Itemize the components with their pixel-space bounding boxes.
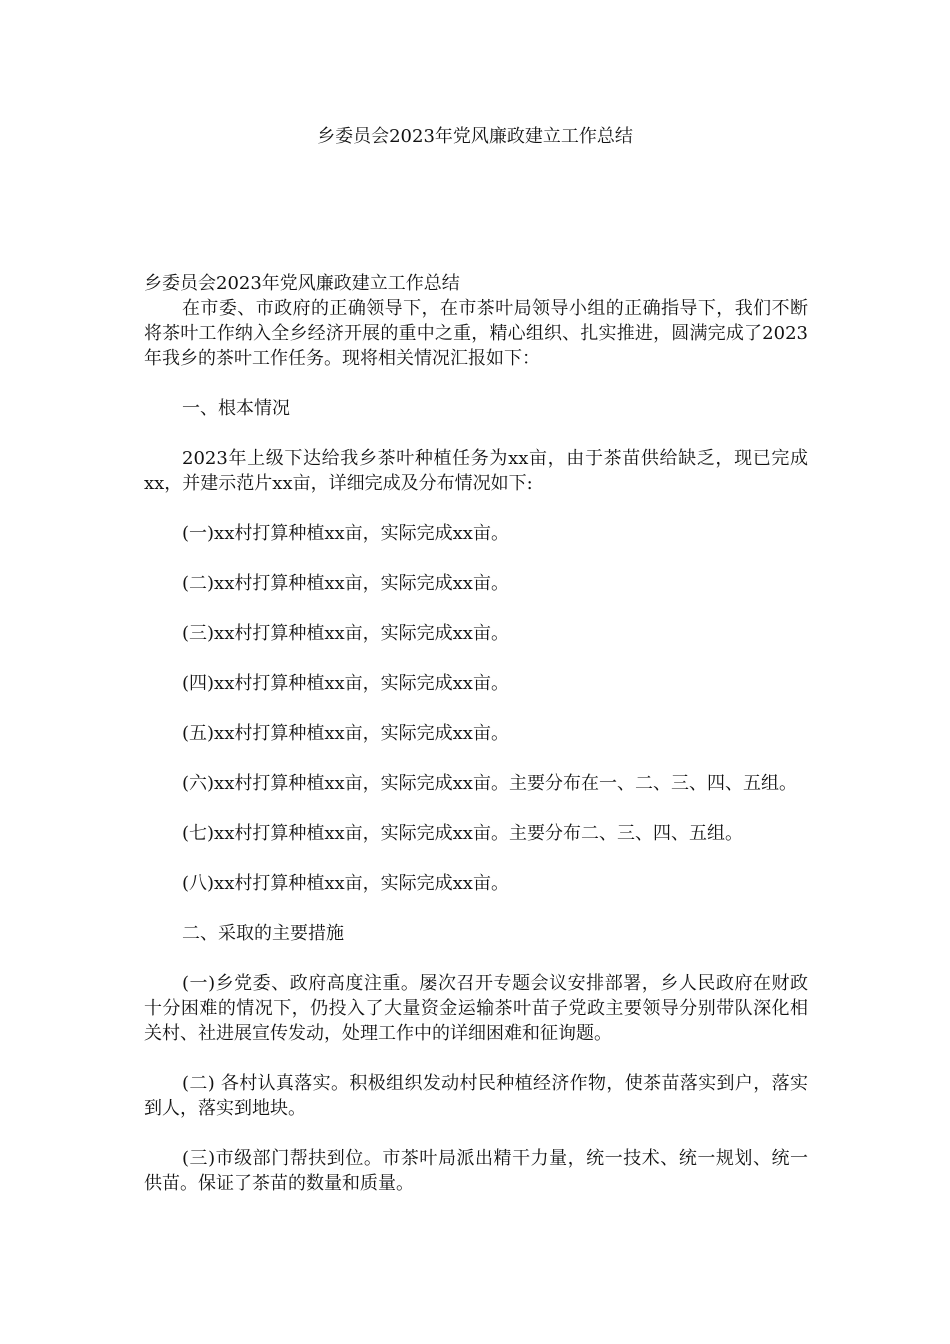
measure-paragraph: (二) 各村认真落实。积极组织发动村民种植经济作物，使茶苗落实到户，落实到人，落实到地块。 <box>144 1073 808 1119</box>
list-item: (六)xx村打算种植xx亩，实际完成xx亩。主要分布在一、二、三、四、五组。 <box>182 773 797 794</box>
section-heading-measures: 二、采取的主要措施 <box>182 923 344 944</box>
list-item: (三)xx村打算种植xx亩，实际完成xx亩。 <box>182 623 509 644</box>
document-subtitle: 乡委员会2023年党风廉政建立工作总结 <box>144 273 460 294</box>
section-heading-basic: 一、根本情况 <box>182 398 290 419</box>
paragraph-intro: 在市委、市政府的正确领导下，在市茶叶局领导小组的正确指导下，我们不断将茶叶工作纳入全乡经济开展的重中之重，精心组织、扎实推进，圆满完成了2023年我乡的茶叶工作任务。现将相关情况汇报如下： <box>144 298 808 369</box>
list-item: (八)xx村打算种植xx亩，实际完成xx亩。 <box>182 873 509 894</box>
list-item: (七)xx村打算种植xx亩，实际完成xx亩。主要分布二、三、四、五组。 <box>182 823 743 844</box>
list-item: (五)xx村打算种植xx亩，实际完成xx亩。 <box>182 723 509 744</box>
list-item: (一)xx村打算种植xx亩，实际完成xx亩。 <box>182 523 509 544</box>
list-item: (四)xx村打算种植xx亩，实际完成xx亩。 <box>182 673 509 694</box>
paragraph-task: 2023年上级下达给我乡茶叶种植任务为xx亩，由于茶苗供给缺乏，现已完成xx，并建示范片xx亩，详细完成及分布情况如下: <box>144 448 808 494</box>
measure-paragraph: (三)市级部门帮扶到位。市茶叶局派出精干力量，统一技术、统一规划、统一供苗。保证了茶苗的数量和质量。 <box>144 1148 808 1194</box>
document-title: 乡委员会2023年党风廉政建立工作总结 <box>317 126 633 147</box>
list-item: (二)xx村打算种植xx亩，实际完成xx亩。 <box>182 573 509 594</box>
document-body <box>144 271 808 1196</box>
measure-paragraph: (一)乡党委、政府高度注重。屡次召开专题会议安排部署，乡人民政府在财政十分困难的情况下，仍投入了大量资金运输茶叶苗子党政主要领导分别带队深化相关村、社进展宣传发动，处理工作中的详细困难和征询题。 <box>144 973 808 1044</box>
